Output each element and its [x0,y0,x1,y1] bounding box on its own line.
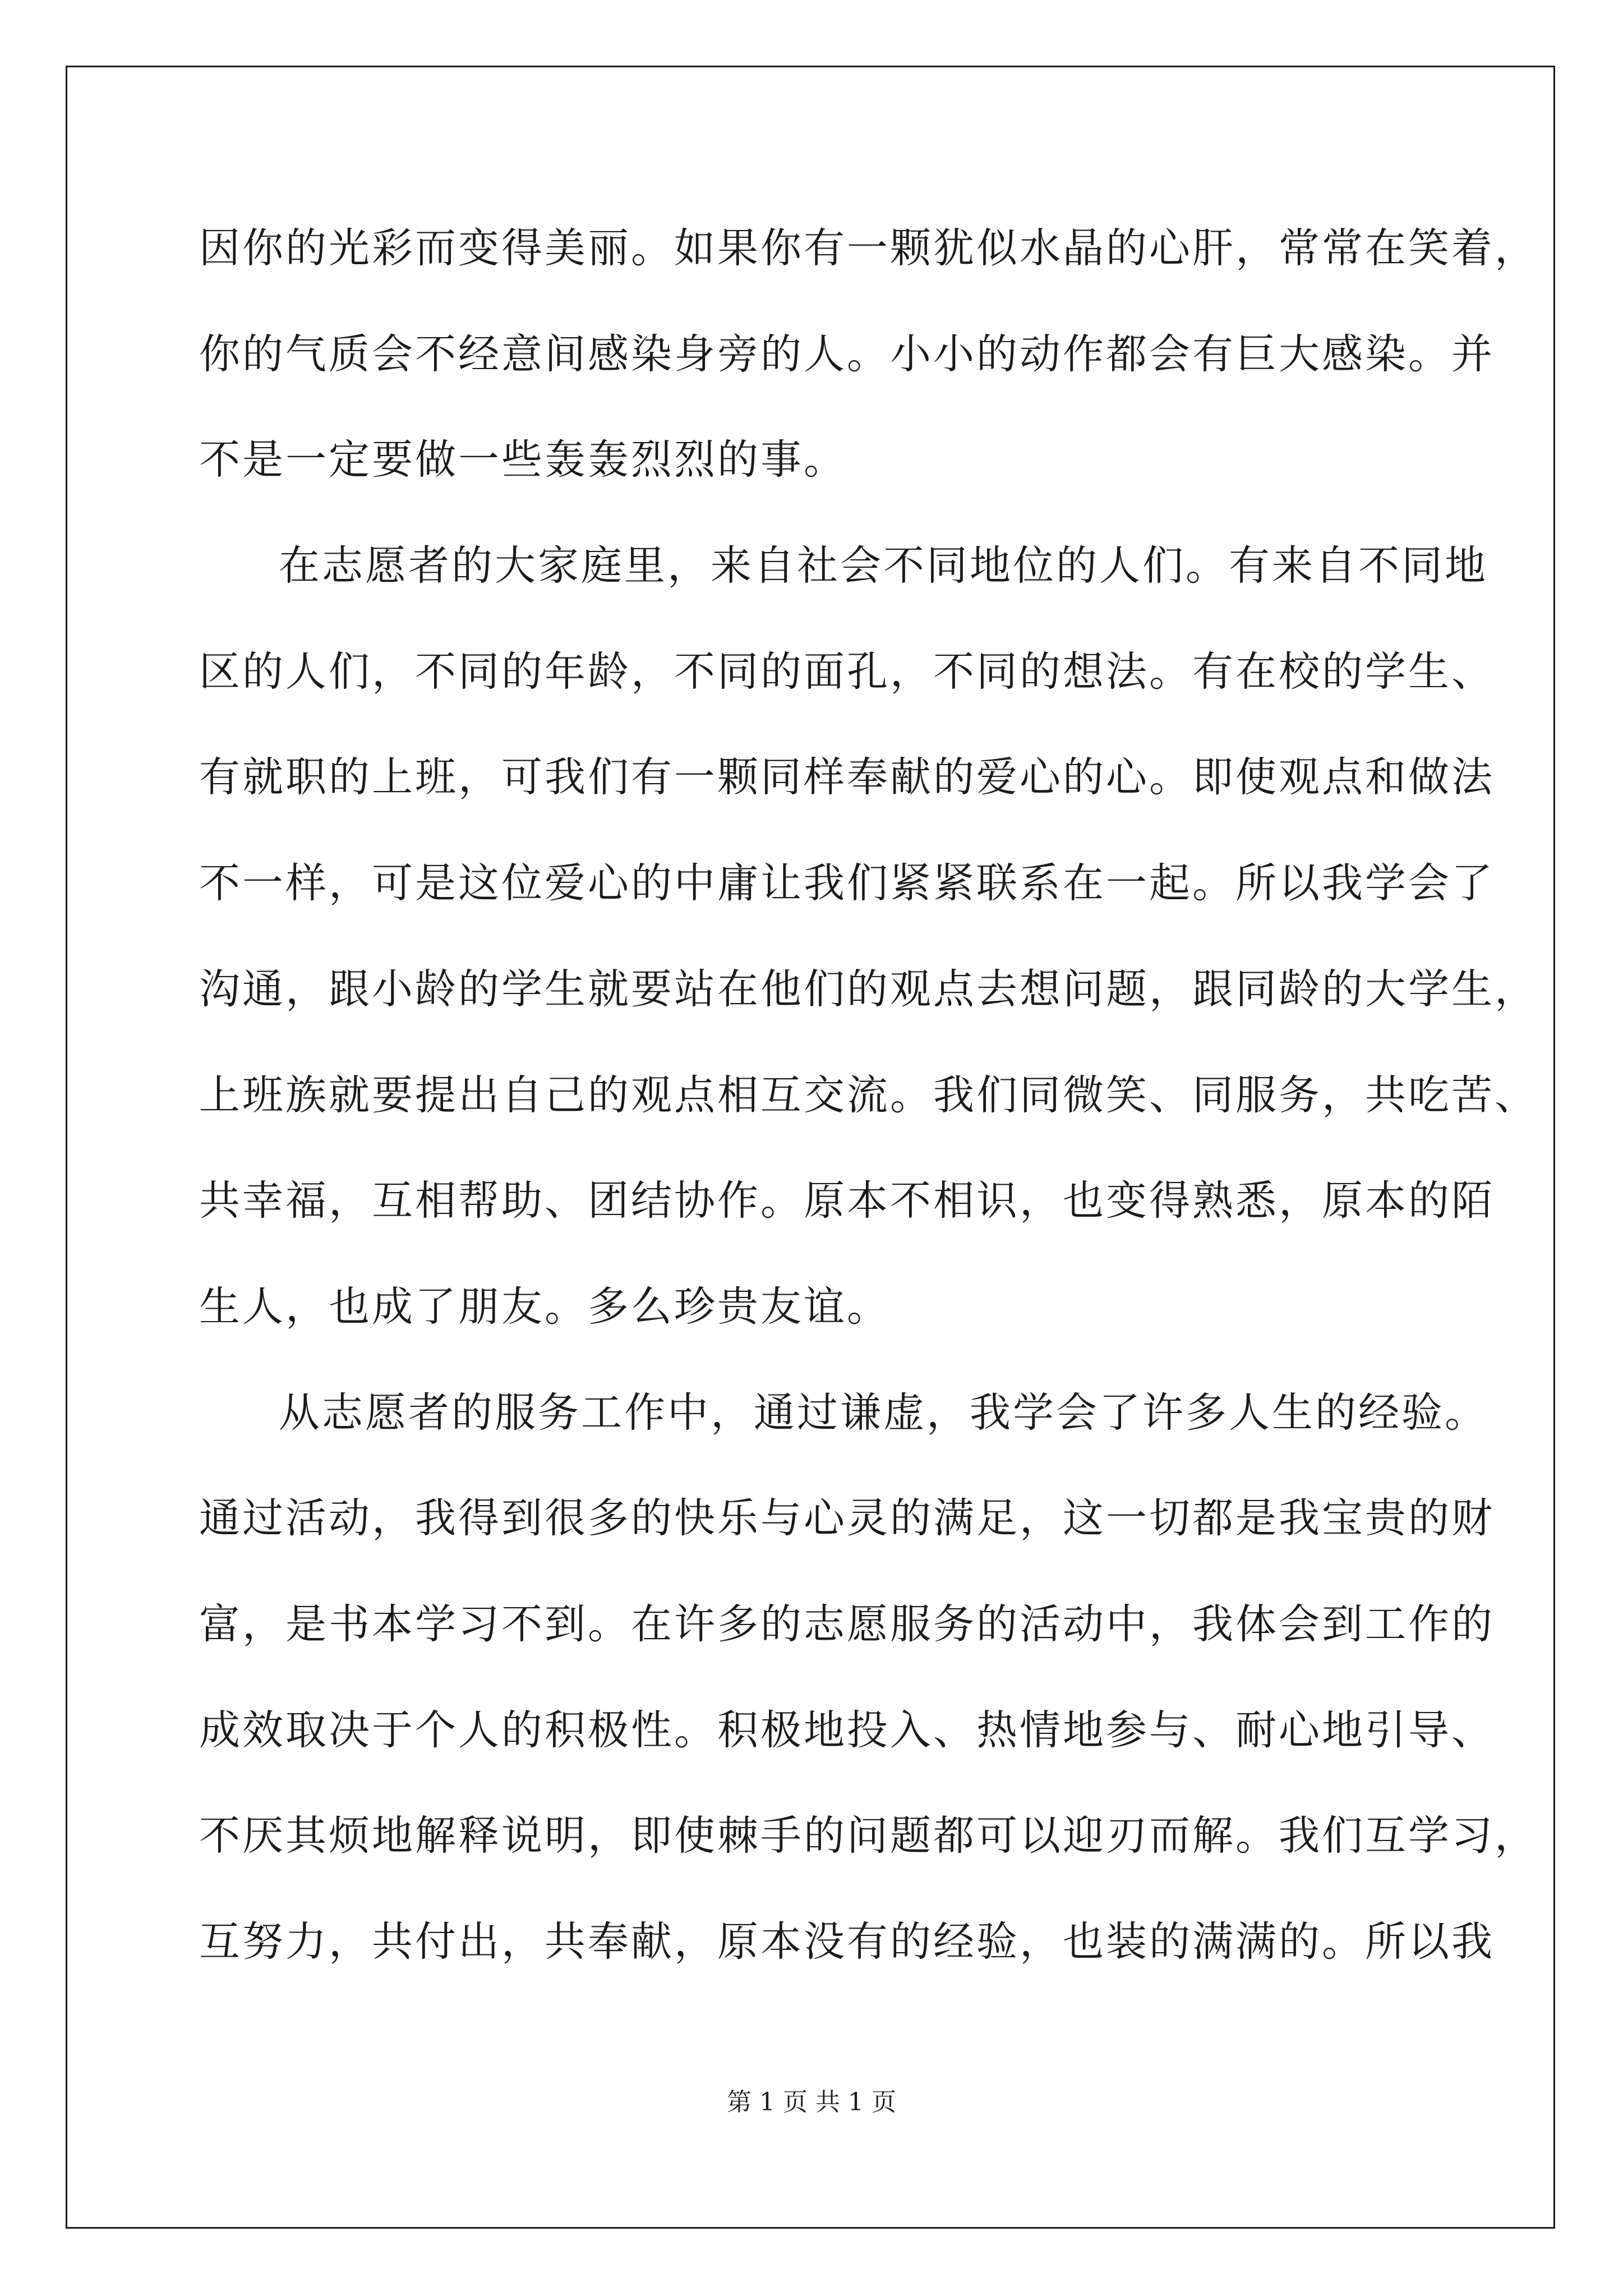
text-line: 不是一定要做一些轰轰烈烈的事。 [199,436,847,484]
text-line: 共幸福，互相帮助、团结协作。原本不相识，也变得熟悉，原本的陌 [199,1177,1495,1225]
text-line: 因你的光彩而变得美丽。如果你有一颗犹似水晶的心肝，常常在笑着， [199,224,1538,272]
text-line: 从志愿者的服务工作中，通过谦虚，我学会了许多人生的经验。 [279,1389,1488,1437]
text-line: 互努力，共付出，共奉献，原本没有的经验，也装的满满的。所以我 [199,1918,1495,1966]
text-line: 区的人们，不同的年龄，不同的面孔，不同的想法。有在校的学生、 [199,648,1495,696]
text-line: 上班族就要提出自己的观点相互交流。我们同微笑、同服务，共吃苦、 [199,1071,1538,1119]
text-line: 成效取决于个人的积极性。积极地投入、热情地参与、耐心地引导、 [199,1706,1495,1754]
page-border [66,66,1555,2229]
text-line: 在志愿者的大家庭里，来自社会不同地位的人们。有来自不同地 [279,542,1488,590]
text-line: 通过活动，我得到很多的快乐与心灵的满足，这一切都是我宝贵的财 [199,1494,1495,1542]
text-line: 生人，也成了朋友。多么珍贵友谊。 [199,1283,890,1331]
text-line: 你的气质会不经意间感染身旁的人。小小的动作都会有巨大感染。并 [199,330,1495,378]
text-line: 富，是书本学习不到。在许多的志愿服务的活动中，我体会到工作的 [199,1600,1495,1648]
text-line: 沟通，跟小龄的学生就要站在他们的观点去想问题，跟同龄的大学生， [199,965,1538,1013]
text-line: 不一样，可是这位爱心的中庸让我们紧紧联系在一起。所以我学会了 [199,859,1495,907]
text-line: 不厌其烦地解释说明，即使棘手的问题都可以迎刃而解。我们互学习， [199,1812,1538,1860]
page-number-footer: 第 1 页 共 1 页 [727,2088,896,2116]
text-line: 有就职的上班，可我们有一颗同样奉献的爱心的心。即使观点和做法 [199,753,1495,801]
